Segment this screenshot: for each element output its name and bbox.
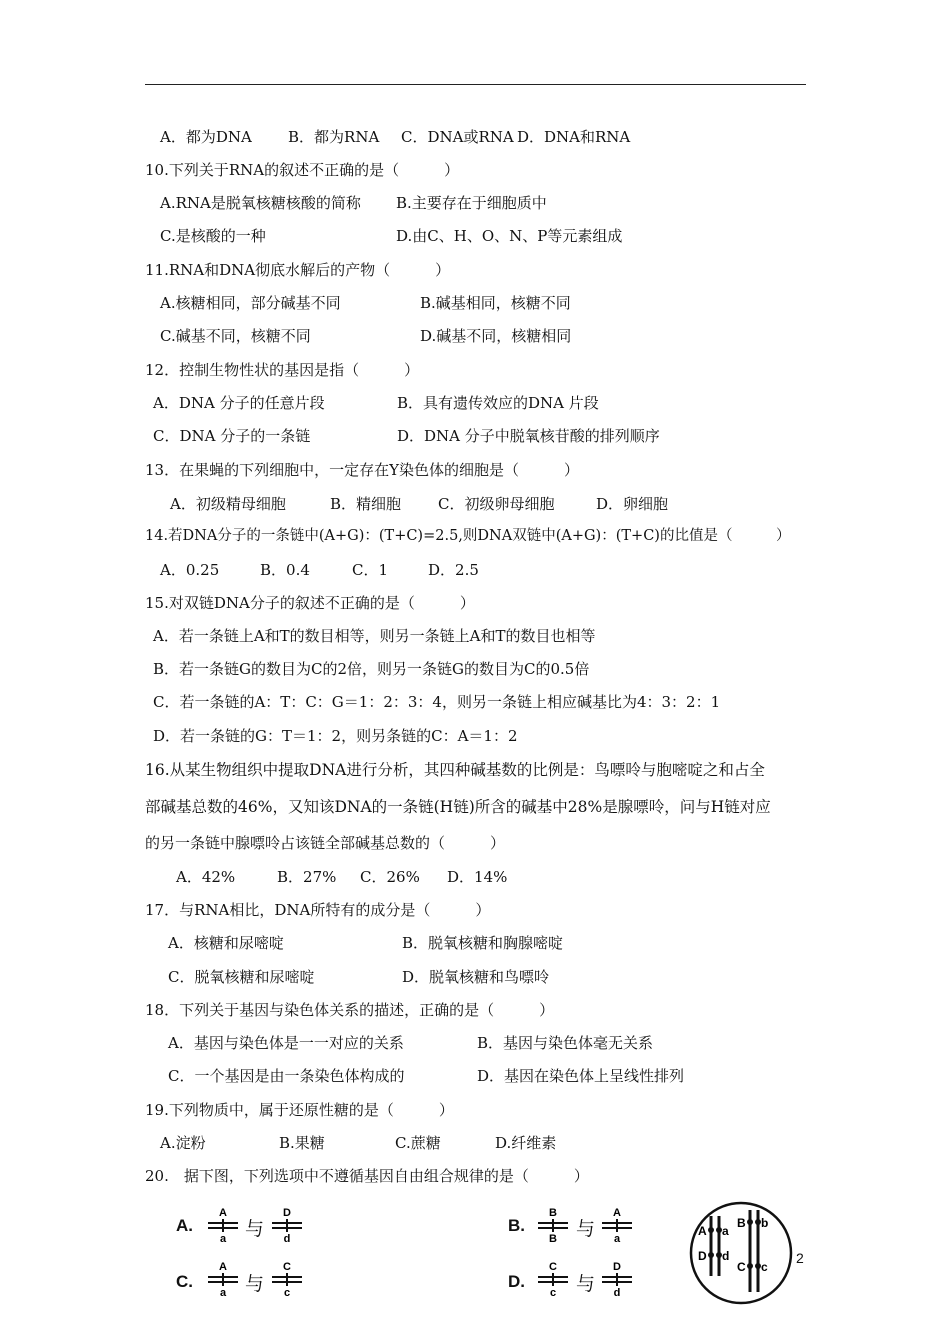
q20-figure-a-label: A. [176, 1216, 193, 1235]
header-rule [145, 84, 806, 85]
svg-text:B: B [549, 1233, 557, 1245]
q9-option-c: C．DNA或RNA [401, 128, 514, 146]
genotype-pair-icon [600, 1206, 634, 1246]
genotype-pair-icon [206, 1206, 240, 1246]
gene-label: C [737, 1260, 746, 1274]
q17-option-d: D．脱氧核糖和鸟嘌呤 [402, 968, 550, 986]
svg-text:A: A [613, 1207, 621, 1219]
q19-option-b: B.果糖 [279, 1134, 325, 1152]
genotype-pair-icon [206, 1260, 240, 1300]
q10-option-c: C.是核酸的一种 [160, 227, 266, 245]
svg-text:c: c [283, 1287, 291, 1299]
q12-option-b: B．具有遗传效应的DNA 片段 [397, 394, 599, 412]
gene-label: d [722, 1249, 730, 1263]
q13-stem: 13．在果蝇的下列细胞中，一定存在Y染色体的细胞是（ ） [145, 461, 579, 479]
q12-stem: 12．控制生物性状的基因是指（ ） [145, 361, 420, 379]
q16-option-c: C．26% [360, 868, 420, 886]
q19-option-c: C.蔗糖 [395, 1134, 441, 1152]
q15-option-a: A．若一条链上A和T的数目相等，则另一条链上A和T的数目也相等 [153, 627, 596, 645]
gene-label: D [698, 1249, 707, 1263]
q13-option-a: A．初级精母细胞 [170, 495, 286, 513]
yu-connector: 与 [245, 1218, 265, 1240]
q19-option-a: A.淀粉 [160, 1134, 206, 1152]
gene-label: b [761, 1216, 769, 1230]
svg-text:B: B [549, 1207, 557, 1219]
q19-stem: 19.下列物质中，属于还原性糖的是（ ） [145, 1101, 454, 1119]
q11-option-d: D.碱基不同，核糖相同 [420, 327, 572, 345]
q17-option-b: B．脱氧核糖和胸腺嘧啶 [402, 934, 564, 952]
yu-connector: 与 [576, 1273, 596, 1295]
svg-text:A: A [219, 1207, 227, 1219]
q14-option-b: B．0.4 [260, 561, 310, 579]
q16-stem-line1: 16.从某生物组织中提取DNA进行分析，其四种碱基数的比例是：鸟嘌呤与胞嘧啶之和占全 [145, 761, 765, 779]
svg-text:d: d [613, 1287, 621, 1299]
q11-stem: 11.RNA和DNA彻底水解后的产物（ ） [145, 261, 451, 279]
svg-text:a: a [219, 1233, 227, 1245]
q18-stem: 18．下列关于基因与染色体关系的描述，正确的是（ ） [145, 1001, 555, 1019]
genotype-pair-icon [536, 1260, 570, 1300]
svg-text:C: C [549, 1261, 557, 1273]
q15-option-b: B．若一条链G的数目为C的2倍，则另一条链G的数目为C的0.5倍 [153, 660, 590, 678]
q18-option-a: A．基因与染色体是一一对应的关系 [168, 1034, 404, 1052]
q11-option-a: A.核糖相同，部分碱基不同 [160, 294, 341, 312]
q15-stem: 15.对双链DNA分子的叙述不正确的是（ ） [145, 594, 475, 612]
q14-option-d: D．2.5 [428, 561, 479, 579]
yu-connector: 与 [245, 1273, 265, 1295]
q9-option-d: D．DNA和RNA [517, 128, 631, 146]
genotype-pair-icon [270, 1206, 304, 1246]
q9-option-b: B．都为RNA [288, 128, 380, 146]
svg-text:D: D [283, 1207, 291, 1219]
q18-option-b: B．基因与染色体毫无关系 [477, 1034, 654, 1052]
q15-option-d: D．若一条链的G：T＝1：2，则另条链的C：A＝1：2 [153, 727, 518, 745]
q18-option-c: C．一个基因是由一条染色体构成的 [168, 1067, 405, 1085]
svg-text:C: C [283, 1261, 291, 1273]
q18-option-d: D．基因在染色体上呈线性排列 [477, 1067, 685, 1085]
q14-option-c: C．1 [352, 561, 389, 579]
svg-text:d: d [283, 1233, 291, 1245]
q11-option-b: B.碱基相同，核糖不同 [420, 294, 571, 312]
yu-connector: 与 [576, 1218, 596, 1240]
q19-option-d: D.纤维素 [495, 1134, 557, 1152]
q12-option-c: C．DNA 分子的一条链 [153, 427, 311, 445]
q15-option-c: C．若一条链的A：T：C：G＝1：2：3：4，则另一条链上相应碱基比为4：3：2：1 [153, 693, 721, 711]
q10-option-d: D.由C、H、O、N、P等元素组成 [396, 227, 623, 245]
svg-text:D: D [613, 1261, 621, 1273]
svg-text:a: a [219, 1287, 227, 1299]
q14-option-a: A．0.25 [160, 561, 220, 579]
cell-chromosome-diagram [688, 1200, 794, 1306]
q17-option-c: C．脱氧核糖和尿嘧啶 [168, 968, 315, 986]
q13-option-b: B．精细胞 [330, 495, 402, 513]
q10-stem: 10.下列关于RNA的叙述不正确的是（ ） [145, 161, 460, 179]
svg-text:a: a [613, 1233, 621, 1245]
q16-option-d: D．14% [447, 868, 508, 886]
q12-option-a: A．DNA 分子的任意片段 [153, 394, 325, 412]
q11-option-c: C.碱基不同，核糖不同 [160, 327, 311, 345]
q13-option-c: C．初级卵母细胞 [438, 495, 555, 513]
genotype-pair-icon [536, 1206, 570, 1246]
q12-option-d: D．DNA 分子中脱氧核苷酸的排列顺序 [397, 427, 660, 445]
q17-stem: 17．与RNA相比，DNA所特有的成分是（ ） [145, 901, 491, 919]
page-number: 2 [796, 1250, 804, 1266]
gene-label: c [761, 1260, 768, 1274]
q20-figure-b-label: B. [508, 1216, 525, 1235]
q16-stem-line2: 部碱基总数的46%，又知该DNA的一条链(H链)所含的碱基中28%是腺嘌呤，问与H链对应 [145, 798, 771, 816]
q9-option-a: A．都为DNA [160, 128, 252, 146]
gene-label: a [722, 1224, 729, 1238]
q13-option-d: D．卵细胞 [596, 495, 669, 513]
q14-stem: 14.若DNA分子的一条链中(A+G)：(T+C)=2.5,则DNA双链中(A+G)：(T+C)的比值是（ ） [145, 528, 791, 544]
q16-option-b: B．27% [277, 868, 337, 886]
svg-text:c: c [549, 1287, 557, 1299]
q20-figure-d-label: D. [508, 1272, 525, 1291]
q16-option-a: A．42% [176, 868, 236, 886]
svg-text:A: A [219, 1261, 227, 1273]
q10-option-a: A.RNA是脱氧核糖核酸的简称 [160, 194, 361, 212]
gene-label: A [698, 1224, 707, 1238]
q17-option-a: A．核糖和尿嘧啶 [168, 934, 284, 952]
q20-stem: 20. 据下图，下列选项中不遵循基因自由组合规律的是（ ） [145, 1167, 589, 1185]
q16-stem-line3: 的另一条链中腺嘌呤占该链全部碱基总数的（ ） [145, 834, 506, 852]
q20-figure-c-label: C. [176, 1272, 193, 1291]
gene-label: B [737, 1216, 746, 1230]
genotype-pair-icon [270, 1260, 304, 1300]
genotype-pair-icon [600, 1260, 634, 1300]
q10-option-b: B.主要存在于细胞质中 [396, 194, 547, 212]
